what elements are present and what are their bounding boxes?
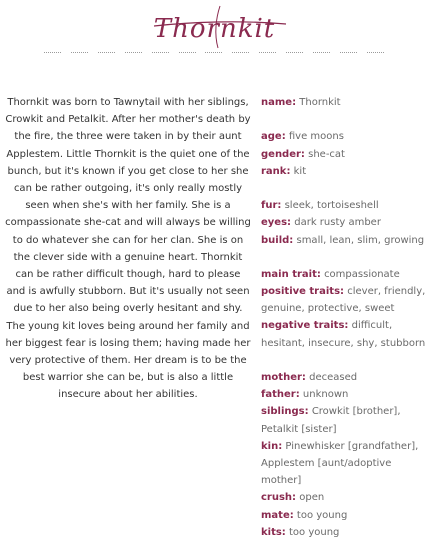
info-row-build	[261, 232, 427, 249]
info-value: open	[299, 492, 325, 504]
info-row-crush	[261, 489, 427, 506]
spacer	[261, 111, 427, 128]
info-label: fur:	[261, 200, 282, 212]
info-row-age	[261, 128, 427, 145]
info-row-eyes	[261, 214, 427, 231]
info-label: name:	[261, 97, 297, 108]
info-value: dark rusty amber	[294, 217, 381, 229]
info-value: Pinewhisker [grandfather], Applestem [aunt/adoptive mother]	[261, 440, 419, 487]
spacer	[261, 180, 427, 197]
spacer	[261, 352, 427, 369]
info-row-siblings	[261, 403, 427, 437]
info-label: siblings:	[261, 406, 309, 418]
info-value: compassionate	[324, 268, 400, 280]
info-label: kits:	[261, 526, 286, 538]
info-label: rank:	[261, 165, 291, 177]
divider-dash	[340, 52, 357, 53]
divider-dash	[125, 52, 142, 53]
info-row-main-trait	[261, 266, 427, 283]
info-row-mate	[261, 507, 427, 524]
info-row-mother	[261, 369, 427, 386]
info-panel	[261, 94, 427, 541]
page-title: Thornkit	[153, 14, 276, 44]
page-header	[0, 0, 429, 62]
divider-dash	[232, 52, 249, 53]
divider-dash	[179, 52, 196, 53]
info-row-kits	[261, 524, 427, 541]
info-value: Crowkit [brother], Petalkit [sister]	[261, 406, 401, 435]
info-label: age:	[261, 131, 286, 143]
divider-dash	[98, 52, 115, 53]
info-label: build:	[261, 234, 294, 246]
info-label: positive traits:	[261, 286, 345, 298]
info-row-negative-traits	[261, 317, 427, 351]
info-label: kin:	[261, 440, 283, 452]
divider-dash	[205, 52, 222, 53]
info-row-positive-traits	[261, 283, 427, 317]
info-value: too young	[296, 509, 348, 521]
info-value: deceased	[309, 372, 358, 384]
info-row-father	[261, 386, 427, 403]
info-label: eyes:	[261, 217, 292, 229]
info-label: mate:	[261, 509, 294, 521]
info-value: Thornkit	[299, 97, 341, 108]
info-label: crush:	[261, 492, 297, 504]
divider-dash	[259, 52, 276, 53]
info-label: father:	[261, 389, 300, 401]
info-label: main trait:	[261, 268, 321, 280]
info-value: kit	[293, 165, 307, 177]
divider-dash	[313, 52, 330, 53]
info-row-fur	[261, 197, 427, 214]
dotted-divider	[44, 52, 384, 53]
info-value: sleek, tortoiseshell	[284, 200, 379, 212]
divider-dash	[44, 52, 61, 53]
divider-dash	[152, 52, 169, 53]
divider-dash	[367, 52, 384, 53]
info-row-kin	[261, 438, 427, 490]
info-label: gender:	[261, 148, 305, 160]
info-row-gender	[261, 146, 427, 163]
info-label: negative traits:	[261, 320, 349, 332]
info-value: clever, friendly, genuine, protective, sweet	[261, 286, 426, 315]
info-label: mother:	[261, 372, 306, 384]
info-value: unknown	[302, 389, 349, 401]
biography-text: Thornkit was born to Tawnytail with her siblings, Crowkit and Petalkit. After her mother's death by the fire, the three were taken in by their aunt Applestem. Little Thornkit is the quiet one of the bunch, but it's known if you get close to her she can be rather outgoing, it's only really mostly seen when she's with her family. She is a compassionate she-cat and will always be willing to do whatever she can for her clan. She is on the clever side with a genuine heart. Thornkit can be rather difficult though, hard to please and is awfully stubborn. But it's usually not seen due to her also being overly hesitant and shy. The young kit loves being around her family and her biggest fear is losing them; having made her very protective of them. Her dream is to be the best warrior she can be, but is also a little insecure about her abilities.	[5, 97, 251, 401]
info-row-rank	[261, 163, 427, 180]
spacer	[261, 249, 427, 266]
info-value: too young	[289, 526, 340, 538]
divider-dash	[286, 52, 303, 53]
info-value: small, lean, slim, growing	[296, 234, 425, 246]
divider-dash	[71, 52, 88, 53]
info-value: five moons	[288, 131, 344, 143]
info-value: difficult, hesitant, insecure, shy, stubborn	[261, 320, 426, 349]
info-row-name	[261, 94, 427, 111]
info-value: she-cat	[308, 148, 345, 160]
